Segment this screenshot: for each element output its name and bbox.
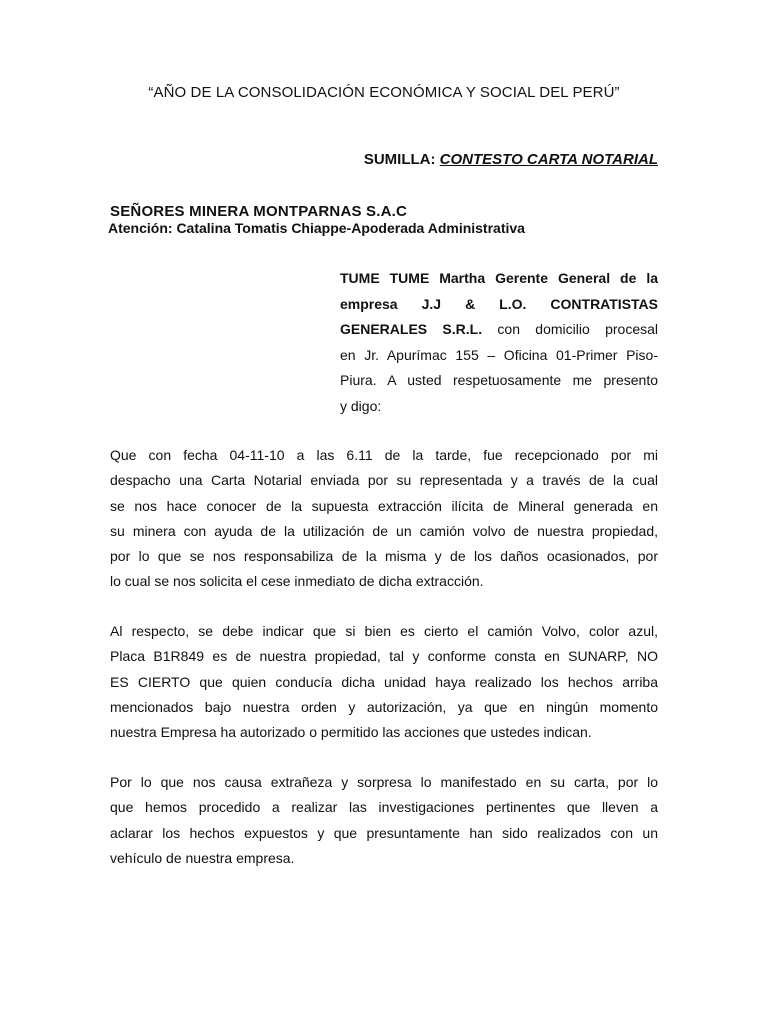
presenter-domicile: con domicilio procesal [482,321,658,337]
sumilla-line [364,151,658,168]
sumilla-label: SUMILLA: [363,151,436,168]
recipient-name: SEÑORES MINERA MONTPARNAS S.A.C [110,203,408,220]
body-paragraph-2 [110,619,658,745]
paragraph-line: su minera con ayuda de la utilización de un camión volvo de nuestra propiedad, [110,522,658,539]
paragraph-line: que hemos procedido a realizar las investigaciones pertinentes que lleven a [110,799,658,816]
sumilla-subject: CONTESTO CARTA NOTARIAL [439,151,658,168]
paragraph-line: Al respecto, se debe indicar que si bien es cierto el camión Volvo, color azul, [110,623,658,639]
paragraph-line: vehículo de nuestra empresa. [110,849,295,866]
paragraph-line: mencionados bajo nuestra orden y autorización, ya que en ningún momento [110,698,658,715]
presenter-company-suffix: GENERALES S.R.L. [340,321,483,337]
body-paragraph-3 [110,770,658,871]
paragraph-line: ES CIERTO que quien conducía dicha unidad haya realizado los hechos arriba [110,673,658,690]
presenter-line: y digo: [340,397,382,414]
paragraph-line: despacho una Carta Notarial enviada por su representada y a través de la cual [110,472,658,489]
presenter-line [340,317,658,343]
presenter-line [340,266,658,292]
paragraph-line: se nos hace conocer de la supuesta extracción ilícita de Mineral generada en [110,497,658,514]
paragraph-line: por lo que se nos responsabiliza de la misma y de los daños ocasionados, por [110,548,658,565]
presenter-line [340,292,658,318]
paragraph-line: Por lo que nos causa extrañeza y sorpresa lo manifestado en su carta, por lo [110,774,658,790]
presenter-name: TUME TUME Martha Gerente General de la [340,270,658,286]
paragraph-line: aclarar los hechos expuestos y que presuntamente han sido realizados con un [110,824,658,841]
presenter-block [340,266,658,419]
presenter-company: empresa J.J & L.O. CONTRATISTAS [340,295,658,312]
body-paragraph-1 [110,443,658,595]
paragraph-line: Placa B1R849 es de nuestra propiedad, tal y conforme consta en SUNARP, NO [110,648,658,665]
paragraph-line: lo cual se nos solicita el cese inmediato de dicha extracción. [110,573,484,590]
attention-line: Atención: Catalina Tomatis Chiappe-Apoderada Administrativa [108,220,525,236]
presenter-line: Piura. A usted respetuosamente me presento [340,372,658,388]
paragraph-line: Que con fecha 04-11-10 a las 6.11 de la tarde, fue recepcionado por mi [110,447,658,463]
year-motto: “AÑO DE LA CONSOLIDACIÓN ECONÓMICA Y SOCIAL DEL PERÚ” [148,84,620,101]
paragraph-line: nuestra Empresa ha autorizado o permitido las acciones que ustedes indican. [110,724,592,741]
presenter-line: en Jr. Apurímac 155 – Oficina 01-Primer Piso- [340,346,658,363]
